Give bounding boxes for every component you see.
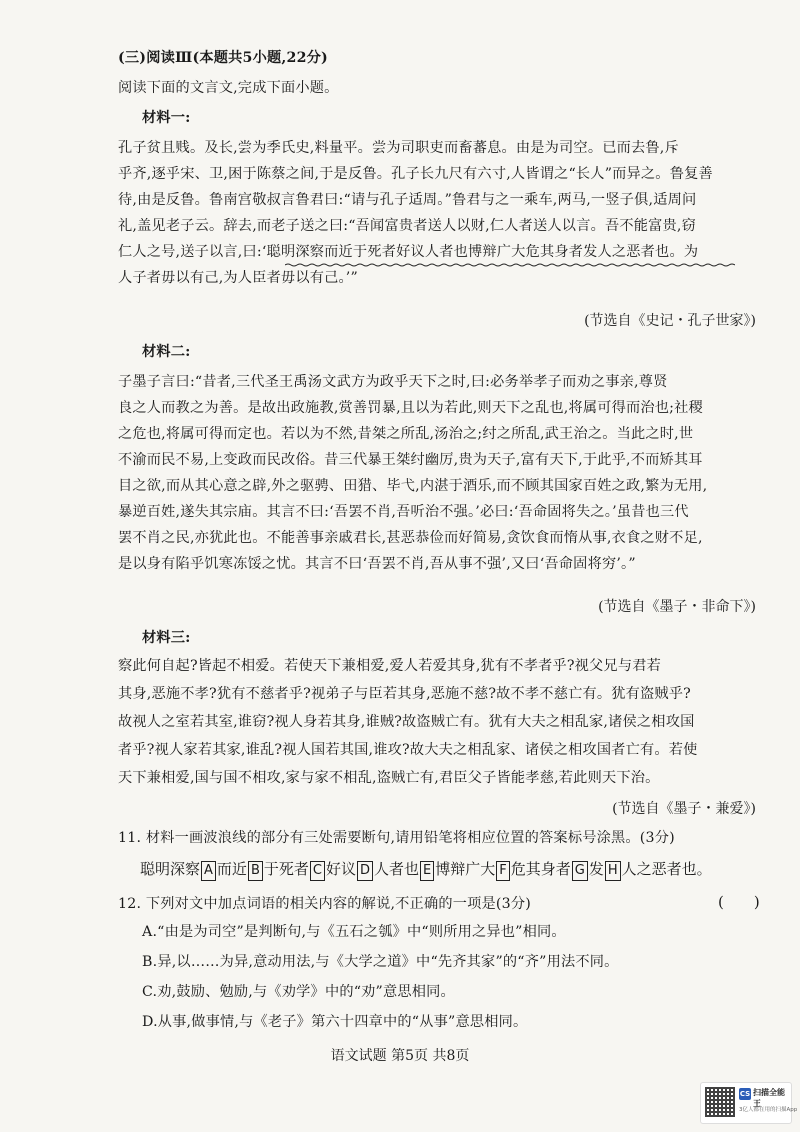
material2-line: 暴逆百姓,遂失其宗庙。其言不曰:‘吾罢不肖,吾听治不强。’必曰:‘吾命固将失之。’虽昔也三代: [118, 504, 689, 520]
material2-line: 子墨子言曰:“昔者,三代圣王禹汤文武方为政乎天下之时,曰:必务举孝子而劝之事亲,尊贤: [118, 374, 668, 390]
scanner-watermark-badge: [700, 1082, 798, 1124]
material3-source: (节选自《墨子・兼爱》): [612, 801, 756, 817]
q11-stem: 11. 材料一画波浪线的部分有三处需要断句,请用铅笔将相应位置的答案标号涂黑。(3分): [118, 830, 675, 846]
q12-option-b: B.异,以……为异,意动用法,与《大学之道》中“先齐其家”的“齐”用法不同。: [142, 954, 619, 970]
q11-option-box[interactable]: H: [605, 861, 621, 881]
q12-option-a: A.“由是为司空”是判断句,与《五石之瓠》中“则所用之异也”相同。: [142, 924, 566, 940]
q12-stem: 12. 下列对文中加点词语的相关内容的解说,不正确的一项是(3分): [118, 896, 531, 912]
material1-line: 人子者毋以有己,为人臣者毋以有己。’”: [118, 270, 358, 286]
material3-line: 其身,恶施不孝?犹有不慈者乎?视弟子与臣若其身,恶施不慈?故不孝不慈亡有。犹有盗贼乎?: [118, 686, 691, 702]
material1-source: (节选自《史记・孔子世家》): [584, 313, 756, 329]
q11-segment: 人者也: [373, 860, 419, 878]
q11-segment: 博辩广大: [435, 860, 496, 878]
material3-line: 察此何自起?皆起不相爱。若使天下兼相爱,爱人若爱其身,犹有不孝者乎?视父兄与君若: [118, 658, 661, 674]
badge-title: 扫描全能王: [753, 1088, 785, 1108]
q11-option-box[interactable]: E: [420, 861, 434, 881]
q11-segment: 而近: [216, 860, 247, 878]
q11-segment: 聪明深察: [140, 860, 201, 878]
q11-segment: 危其身者: [510, 860, 571, 878]
q11-segment: 于死者: [263, 860, 309, 878]
material2-line: 良之人而教之为善。是故出政施教,赏善罚暴,且以为若此,则天下之乱也,将属可得而治也;社稷: [118, 400, 703, 416]
page-footer: 语文试题 第5页 共8页: [330, 1048, 470, 1064]
cs-logo-icon: CS: [739, 1090, 751, 1098]
q11-answer-sentence: [140, 858, 712, 881]
q12-option-d: D.从事,做事情,与《老子》第六十四章中的“从事”意思相同。: [142, 1014, 528, 1030]
q12-option-c: C.劝,鼓励、勉励,与《劝学》中的“劝”意思相同。: [142, 984, 455, 1000]
q11-option-box[interactable]: B: [248, 861, 263, 881]
material3-line: 故视人之室若其室,谁窃?视人身若其身,谁贼?故盗贼亡有。犹有大夫之相乱家,诸侯之相攻国: [118, 714, 695, 730]
section-instruction: 阅读下面的文言文,完成下面小题。: [118, 80, 339, 96]
material1-line: 仁人之号,送子以言,曰:‘聪明深察而近于死者好议人者也博辩广大危其身者发人之恶者也。为: [118, 244, 699, 260]
q11-option-box[interactable]: F: [496, 861, 509, 881]
q11-option-box[interactable]: D: [357, 861, 373, 881]
material2-line: 是以身有陷乎饥寒冻馁之忧。其言不曰‘吾罢不肖,吾从事不强’,又曰‘吾命固将穷’。”: [118, 556, 636, 572]
material1-line: 孔子贫且贱。及长,尝为季氏史,料量平。尝为司职吏而畜蕃息。由是为司空。已而去鲁,斥: [118, 140, 679, 156]
wavy-underline: [285, 263, 735, 267]
q11-segment: 发: [588, 860, 604, 878]
material2-line: 不渝而民不易,上变政而民改俗。昔三代暴王桀纣幽厉,贵为天子,富有天下,于此乎,不而矫其耳: [118, 452, 703, 468]
material3-line: 者乎?视人家若其家,谁乱?视人国若其国,谁攻?故大夫之相乱家、诸侯之相攻国者亡有。若使: [118, 742, 698, 758]
material2-line: 目之欲,而从其心意之辟,外之驱骋、田猎、毕弋,内湛于酒乐,而不顾其国家百姓之政,繁为无用,: [118, 478, 708, 494]
material2-source: (节选自《墨子・非命下》): [598, 599, 756, 615]
material2-label: 材料二:: [142, 344, 191, 360]
q11-segment: 好议: [325, 860, 356, 878]
material2-line: 罢不肖之民,亦犹此也。不能善事亲戚君长,甚恶恭俭而好简易,贪饮食而惰从事,衣食之财不足,: [118, 530, 703, 546]
qr-code-icon: [705, 1087, 735, 1117]
q12-answer-paren[interactable]: (): [718, 893, 790, 911]
q11-segment: 人之恶者也。: [621, 860, 712, 878]
q11-option-box[interactable]: G: [572, 861, 588, 881]
material1-label: 材料一:: [142, 110, 191, 126]
material2-line: 之危也,将属可得而定也。若以为不然,昔桀之所乱,汤治之;纣之所乱,武王治之。当此之时,世: [118, 426, 694, 442]
material3-line: 天下兼相爱,国与国不相攻,家与家不相乱,盗贼亡有,君臣父子皆能孝慈,若此则天下治。: [118, 770, 660, 786]
q11-option-box[interactable]: C: [310, 861, 325, 881]
material1-line: 礼,盖见老子云。辞去,而老子送之曰:“吾闻富贵者送人以财,仁人者送人以言。吾不能富贵,窃: [118, 218, 696, 234]
section-heading: (三)阅读Ⅲ(本题共5小题,22分): [118, 50, 328, 66]
badge-subtitle: 3亿人都在用的扫描App: [739, 1107, 798, 1113]
material3-label: 材料三:: [142, 630, 191, 646]
material1-line: 乎齐,逐乎宋、卫,困于陈蔡之间,于是反鲁。孔子长九尺有六寸,人皆谓之“长人”而异之。鲁复善: [118, 166, 713, 182]
material1-line: 待,由是反鲁。鲁南宫敬叔言鲁君曰:“请与孔子适周。”鲁君与之一乘车,两马,一竖子俱,适周问: [118, 192, 697, 208]
q11-option-box[interactable]: A: [201, 861, 216, 881]
